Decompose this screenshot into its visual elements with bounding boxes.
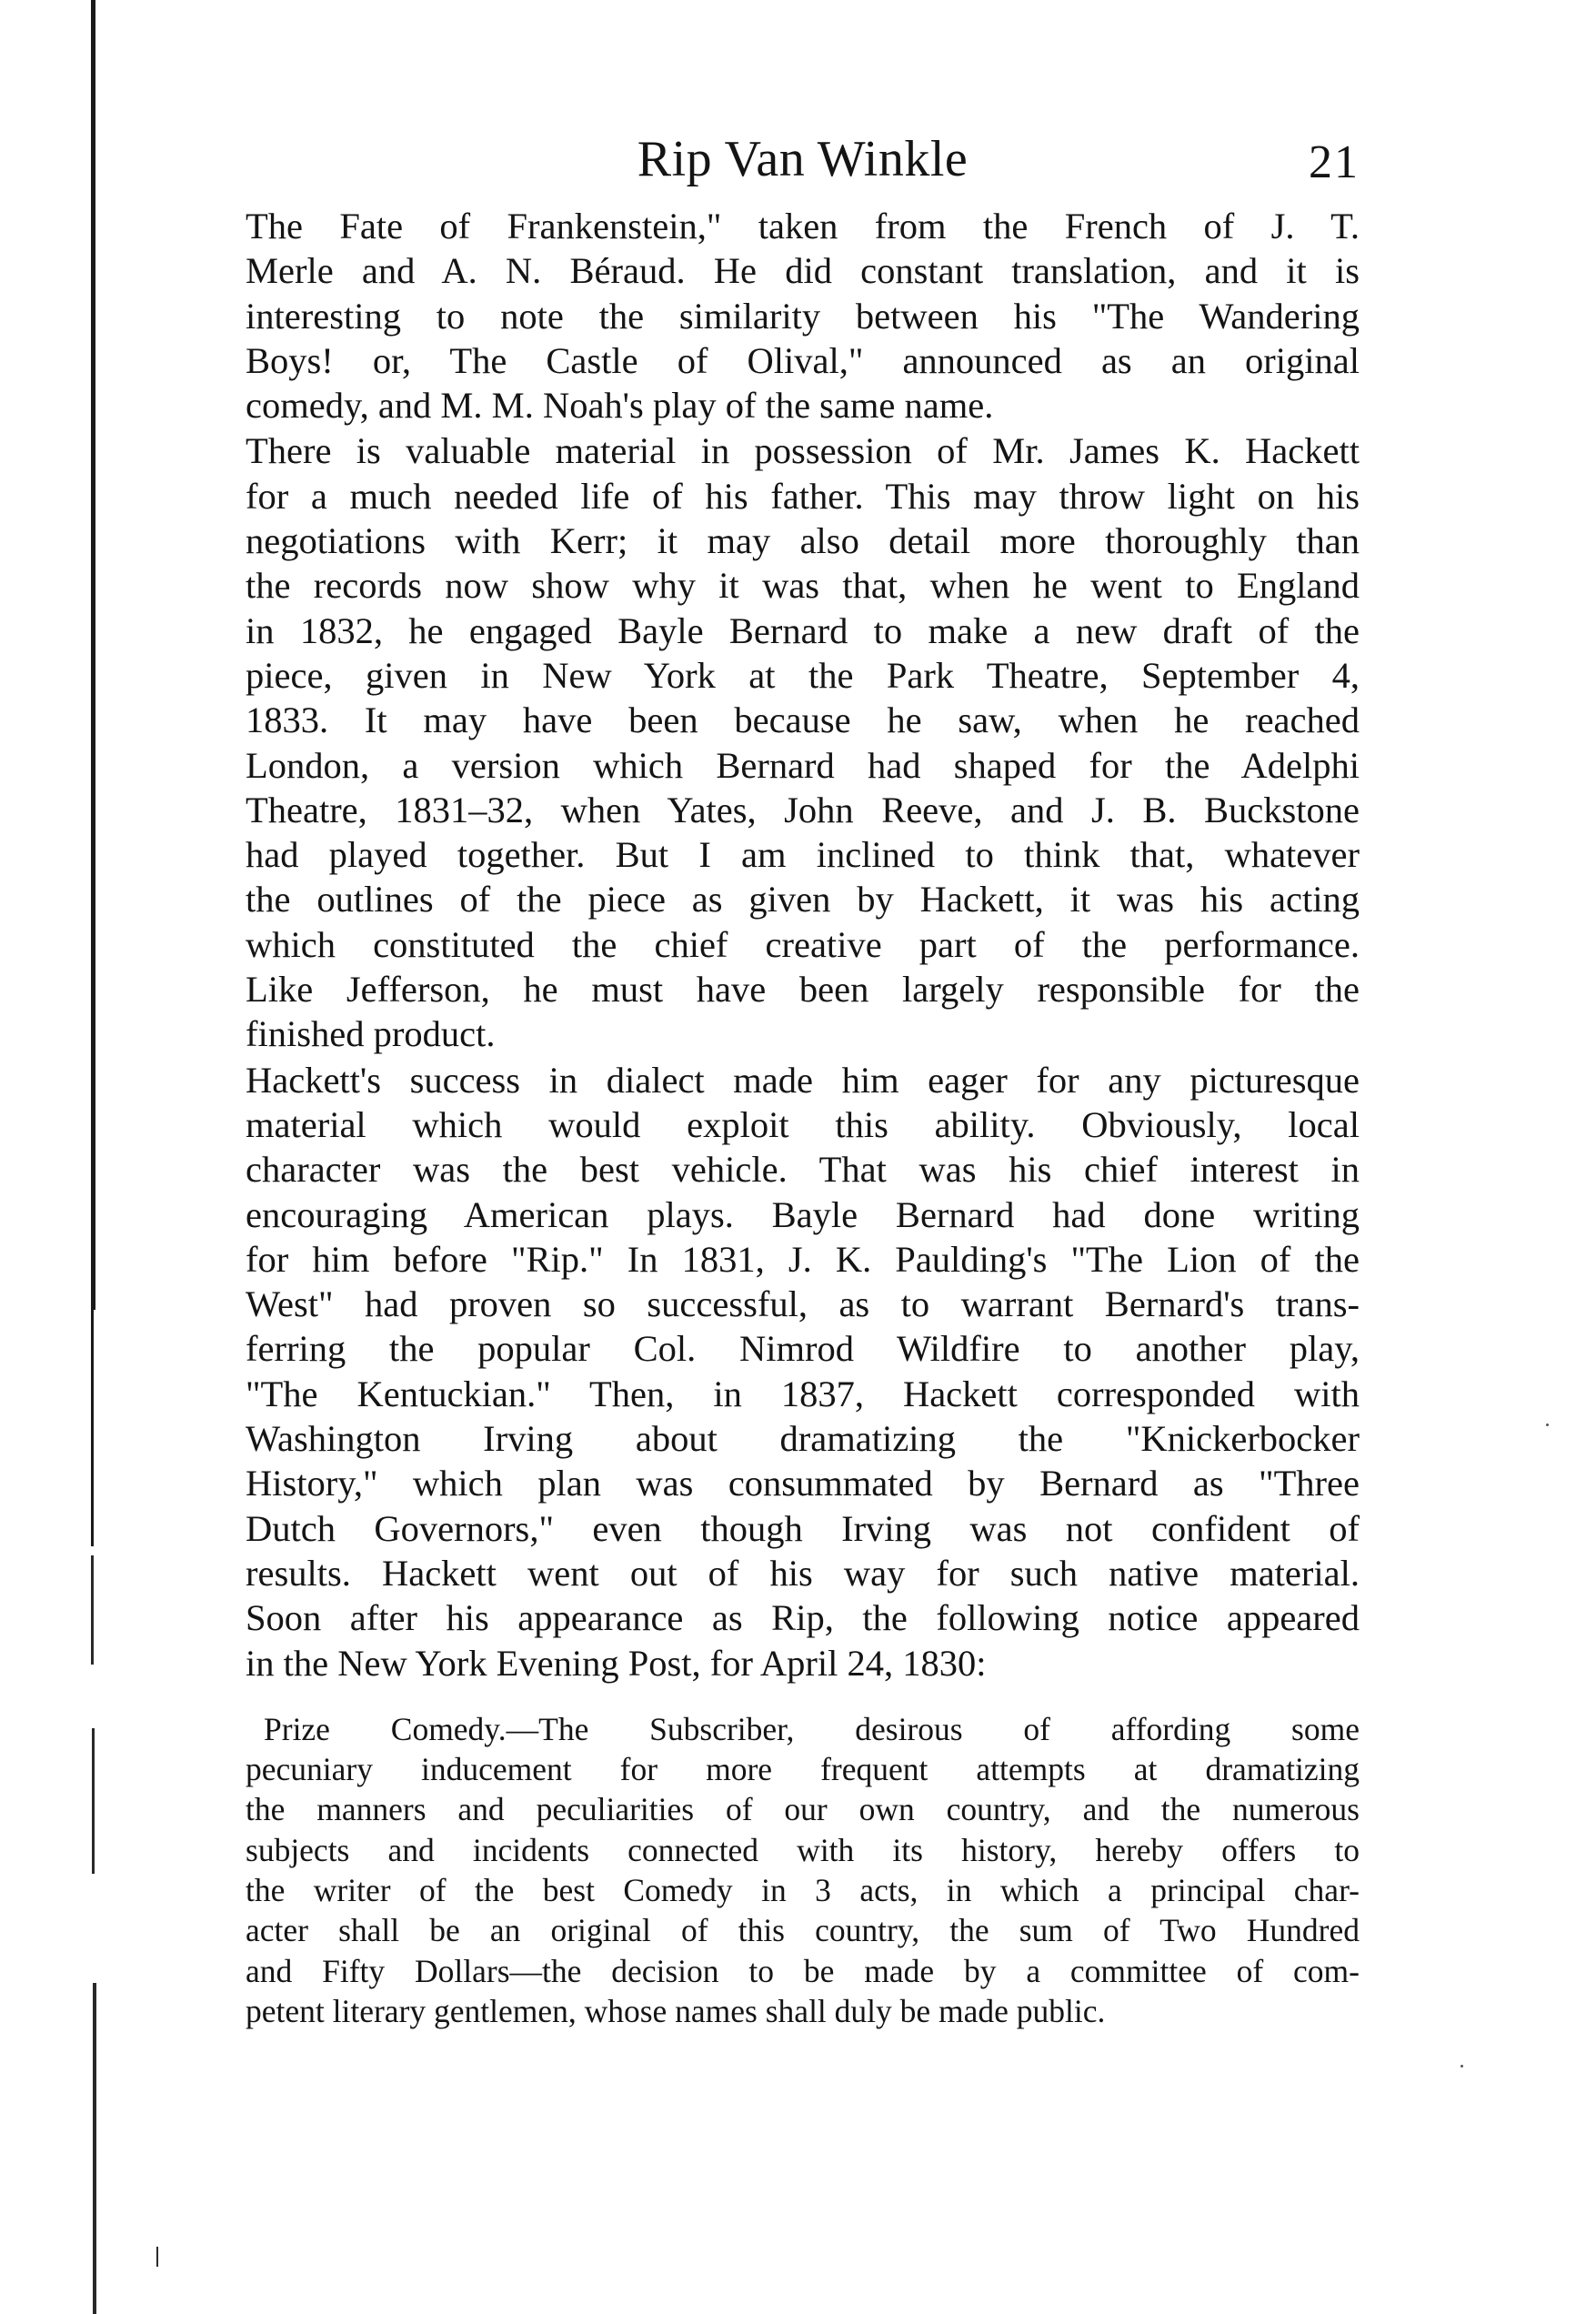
text-line: There is valuable material in possession of Mr. James K. Hackett [246,430,1360,472]
text-line: character was the best vehicle. That was his chief interest in [246,1149,1360,1191]
text-line: Dutch Governors," even though Irving was not confident of [246,1507,1360,1549]
text-line: Merle and A. N. Béraud. He did constant translation, and it is [246,250,1360,292]
scan-speck [1460,2065,1463,2068]
text-line: in 1832, he engaged Bayle Bernard to make a new draft of the [246,609,1360,651]
text-line: Hackett's success in dialect made him eager for any picturesque [246,1059,1360,1101]
text-line: for him before "Rip." In 1831, J. K. Paulding's "The Lion of the [246,1238,1360,1280]
text-line: Soon after his appearance as Rip, the following notice appeared [246,1597,1360,1639]
text-line: finished product. [246,1013,496,1055]
text-line: for a much needed life of his father. This may throw light on his [246,475,1360,517]
scan-gutter-mark [156,2247,158,2267]
scan-gutter-line-mid [91,1310,94,1546]
text-line: comedy, and M. M. Noah's play of the same name. [246,385,994,427]
text-line: which constituted the chief creative part of the performance. [246,923,1360,965]
text-line: Washington Irving about dramatizing the "Knickerbocker [246,1418,1360,1460]
paragraph-2 [246,428,1360,1056]
page-body [246,204,1360,2031]
text-line: The Fate of Frankenstein," taken from the French of J. T. [246,206,1360,246]
text-line: "The Kentuckian." Then, in 1837, Hackett corresponded with [246,1373,1360,1414]
quote-line: pecuniary inducement for more frequent attempts at dramatizing [246,1751,1360,1788]
text-line: West" had proven so successful, as to warrant Bernard's trans- [246,1283,1360,1325]
text-line: in the New York Evening Post, for April 24, 1830: [246,1642,987,1684]
text-line: Theatre, 1831–32, when Yates, John Reeve, and J. B. Buckstone [246,789,1360,830]
page-header [246,127,1360,200]
text-line: interesting to note the similarity between his "The Wandering [246,295,1360,337]
running-title: Rip Van Winkle [637,131,969,187]
text-line: 1833. It may have been because he saw, when he reached [246,699,1360,741]
quote-line: acter shall be an original of this country, the sum of Two Hundred [246,1912,1360,1949]
block-quote-notice [246,1709,1360,2031]
quote-line: the manners and peculiarities of our own country, and the numerous [246,1791,1360,1828]
scan-gutter-line-top [91,0,95,1310]
text-line: had played together. But I am inclined to think that, whatever [246,834,1360,876]
quote-line: subjects and incidents connected with its history, hereby offers to [246,1831,1360,1868]
text-line: material which would exploit this ability. Obviously, local [246,1103,1360,1145]
text-line: results. Hackett went out of his way for such native material. [246,1552,1360,1594]
paragraph-1 [246,204,1360,428]
text-line: Like Jefferson, he must have been largely responsible for the [246,969,1360,1011]
page-number: 21 [1309,136,1360,188]
quote-line: the writer of the best Comedy in 3 acts, in which a principal char- [246,1871,1360,1908]
scan-speck [1546,1424,1549,1426]
text-line: ferring the popular Col. Nimrod Wildfire to another play, [246,1328,1360,1370]
text-line: encouraging American plays. Bayle Bernard had done writing [246,1193,1360,1235]
text-line: negotiations with Kerr; it may also detail more thoroughly than [246,520,1360,562]
text-line: the records now show why it was that, when he went to England [246,565,1360,607]
quote-line: petent literary gentlemen, whose names shall duly be made public. [246,1992,1106,2029]
text-line: London, a version which Bernard had shaped for the Adelphi [246,744,1360,786]
quote-line: and Fifty Dollars—the decision to be made by a committee of com- [246,1952,1360,1989]
paragraph-3 [246,1058,1360,1685]
text-line: Boys! or, The Castle of Olival," announced as an original [246,339,1360,381]
scan-gutter-mark [92,1728,95,1874]
text-line: History," which plan was consummated by Bernard as "Three [246,1463,1360,1504]
text-line: the outlines of the piece as given by Hackett, it was his acting [246,879,1360,921]
scan-gutter-mark [91,1555,94,1665]
scan-gutter-mark [93,1983,96,2314]
quote-line: Prize Comedy.—The Subscriber, desirous of affording some [264,1710,1360,1747]
text-line: piece, given in New York at the Park Theatre, September 4, [246,654,1360,696]
